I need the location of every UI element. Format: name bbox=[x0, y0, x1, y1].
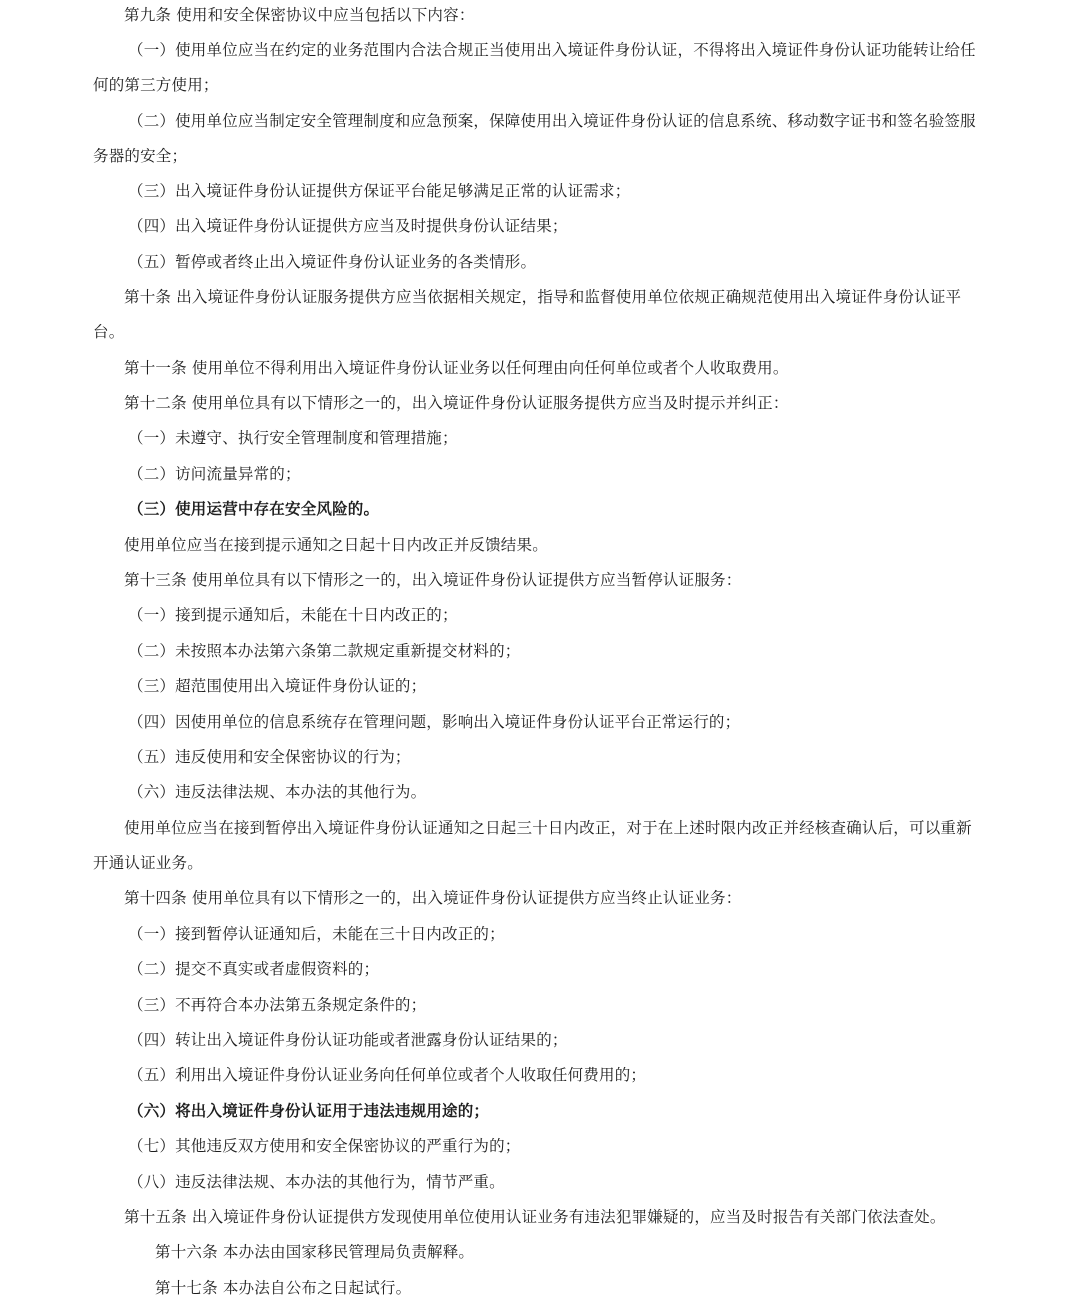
article-13-item-6: （六）违反法律法规、本办法的其他行为。 bbox=[128, 783, 427, 801]
article-14-item-8: （八）违反法律法规、本办法的其他行为，情节严重。 bbox=[128, 1173, 505, 1191]
article-14-item-5: （五）利用出入境证件身份认证业务向任何单位或者个人收取任何费用的； bbox=[128, 1066, 647, 1084]
article-14-item-6: （六）将出入境证件身份认证用于违法违规用途的； bbox=[128, 1102, 490, 1120]
article-14-item-3: （三）不再符合本办法第五条规定条件的； bbox=[128, 996, 427, 1014]
article-10-cont: 台。 bbox=[93, 323, 125, 341]
article-10: 第十条 出入境证件身份认证服务提供方应当依据相关规定，指导和监督使用单位依规正确规范使用出入境证件身份认证平 bbox=[124, 288, 962, 306]
article-9-item-1-cont: 何的第三方使用； bbox=[93, 76, 219, 94]
article-12-item-1: （一）未遵守、执行安全管理制度和管理措施； bbox=[128, 429, 458, 447]
article-9-heading: 第九条 使用和安全保密协议中应当包括以下内容： bbox=[124, 6, 475, 24]
article-12-note: 使用单位应当在接到提示通知之日起十日内改正并反馈结果。 bbox=[124, 536, 548, 554]
article-13-item-4: （四）因使用单位的信息系统存在管理问题，影响出入境证件身份认证平台正常运行的； bbox=[128, 713, 741, 731]
article-13-heading: 第十三条 使用单位具有以下情形之一的，出入境证件身份认证提供方应当暂停认证服务： bbox=[124, 571, 742, 589]
article-13-note: 使用单位应当在接到暂停出入境证件身份认证通知之日起三十日内改正，对于在上述时限内改正并经核查确认后，可以重新 bbox=[124, 819, 972, 837]
article-9-item-2: （二）使用单位应当制定安全管理制度和应急预案，保障使用出入境证件身份认证的信息系统、移动数字证书和签名验签服 bbox=[128, 112, 976, 130]
article-9-item-3: （三）出入境证件身份认证提供方保证平台能足够满足正常的认证需求； bbox=[128, 182, 631, 200]
article-13-item-2: （二）未按照本办法第六条第二款规定重新提交材料的； bbox=[128, 642, 521, 660]
article-14-item-1: （一）接到暂停认证通知后，未能在三十日内改正的； bbox=[128, 925, 505, 943]
article-14-item-2: （二）提交不真实或者虚假资料的； bbox=[128, 960, 380, 978]
article-12-item-2: （二）访问流量异常的； bbox=[128, 465, 301, 483]
article-9-item-4: （四）出入境证件身份认证提供方应当及时提供身份认证结果； bbox=[128, 217, 568, 235]
article-12-item-3: （三）使用运营中存在安全风险的。 bbox=[128, 500, 380, 518]
article-14-item-7: （七）其他违反双方使用和安全保密协议的严重行为的； bbox=[128, 1137, 521, 1155]
article-14-item-4: （四）转让出入境证件身份认证功能或者泄露身份认证结果的； bbox=[128, 1031, 568, 1049]
article-13-item-3: （三）超范围使用出入境证件身份认证的； bbox=[128, 677, 427, 695]
article-15: 第十五条 出入境证件身份认证提供方发现使用单位使用认证业务有违法犯罪嫌疑的，应当及时报告有关部门依法查处。 bbox=[124, 1208, 946, 1226]
article-9-item-1: （一）使用单位应当在约定的业务范围内合法合规正当使用出入境证件身份认证，不得将出入境证件身份认证功能转让给任 bbox=[128, 41, 976, 59]
article-12-heading: 第十二条 使用单位具有以下情形之一的，出入境证件身份认证服务提供方应当及时提示并纠正： bbox=[124, 394, 789, 412]
article-13-item-5: （五）违反使用和安全保密协议的行为； bbox=[128, 748, 411, 766]
article-9-item-5: （五）暂停或者终止出入境证件身份认证业务的各类情形。 bbox=[128, 253, 537, 271]
article-13-item-1: （一）接到提示通知后，未能在十日内改正的； bbox=[128, 606, 458, 624]
article-17: 第十七条 本办法自公布之日起试行。 bbox=[155, 1279, 412, 1297]
article-11: 第十一条 使用单位不得利用出入境证件身份认证业务以任何理由向任何单位或者个人收取费用。 bbox=[124, 359, 789, 377]
article-16: 第十六条 本办法由国家移民管理局负责解释。 bbox=[155, 1243, 475, 1261]
article-13-note-cont: 开通认证业务。 bbox=[93, 854, 203, 872]
article-9-item-2-cont: 务器的安全； bbox=[93, 147, 188, 165]
article-14-heading: 第十四条 使用单位具有以下情形之一的，出入境证件身份认证提供方应当终止认证业务： bbox=[124, 889, 742, 907]
